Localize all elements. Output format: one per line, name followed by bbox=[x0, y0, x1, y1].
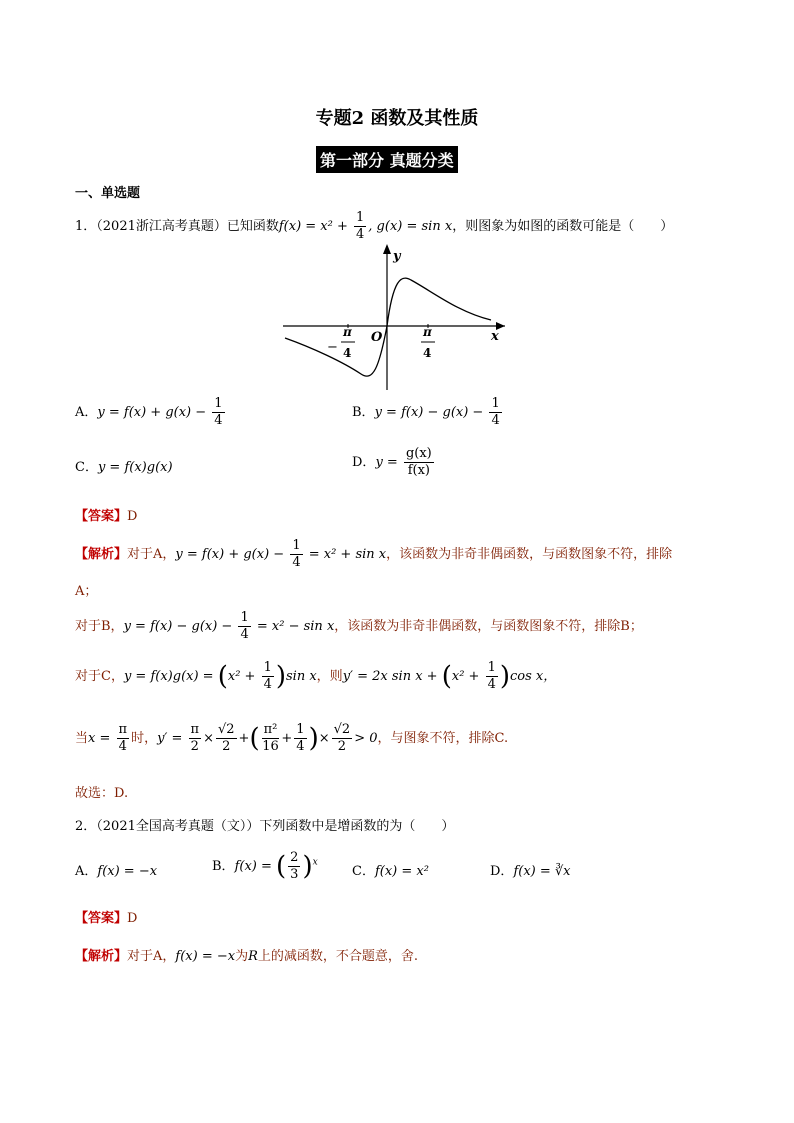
analysis-c-expr3: sin x bbox=[286, 669, 317, 684]
analysis-c-deriv: y′ = 2x sin x + bbox=[342, 669, 442, 684]
q2-option-b-frac-den: 3 bbox=[290, 867, 299, 882]
option-c-expr: y = f(x)g(x) bbox=[97, 460, 173, 475]
q2-analysis-tag: 【解析】 bbox=[75, 949, 128, 964]
analysis-c-expr: y = f(x)g(x) = bbox=[123, 669, 218, 684]
q1-analysis-d: 当x = $\frac{\pi}{4}$ 时，y′ = $\frac{\pi}{2}$ × $\frac{√2}{2}$ +( $\frac{\text{π²}}{16}$ + $\frac{1}{4}$ )× $\frac{√2}{2}$ > 0，与图象不符，排除C. bbox=[75, 722, 509, 754]
option-b-frac-den: 4 bbox=[491, 413, 500, 428]
option-b-frac-num: 1 bbox=[491, 396, 500, 411]
analysis-c-expr2: x² + bbox=[227, 669, 260, 684]
analysis-b-text: ，该函数为非奇非偶函数，与函数图象不符，排除B； bbox=[334, 619, 643, 634]
q1-func-def2: , g(x) = sin x bbox=[368, 219, 453, 234]
q1-analysis-c: 对于C，y = f(x)g(x) = (x² + $\frac{1}{4}$ )sin x，则y′ = 2x sin x + (x² + $\frac{1}{4}$ )cos x， bbox=[75, 660, 557, 692]
option-d-label: D． bbox=[352, 455, 376, 470]
x-label: x bbox=[491, 329, 499, 344]
analysis-d-2: 2 bbox=[190, 739, 199, 754]
q2-answer-value: D bbox=[127, 911, 138, 926]
function-graph bbox=[283, 240, 513, 395]
analysis-b-intro: 对于B， bbox=[75, 619, 124, 634]
q1-conclusion: 故选：D. bbox=[75, 786, 129, 801]
q1-prefix: 1．（2021浙江高考真题）已知函数 bbox=[75, 219, 279, 234]
analysis-a-intro: 对于A， bbox=[127, 547, 176, 562]
pos-tick-den: 4 bbox=[423, 346, 432, 360]
option-b-expr: y = f(x) − g(x) − bbox=[374, 405, 488, 420]
analysis-d-expr: y′ = bbox=[157, 731, 187, 746]
q2-option-b-expr: f(x) = bbox=[234, 859, 277, 874]
q2-option-b-frac-num: 2 bbox=[290, 850, 299, 865]
analysis-d-times: × bbox=[203, 731, 214, 746]
q1-frac-den: 4 bbox=[356, 227, 365, 242]
q2-analysis-intro: 对于A， bbox=[127, 949, 176, 964]
q2-analysis bbox=[75, 945, 418, 964]
analysis-d-intro: 当 bbox=[75, 731, 89, 746]
q2-option-c-expr: f(x) = x² bbox=[374, 864, 429, 879]
q2-option-b-label: B． bbox=[212, 859, 235, 874]
q2-option-b[interactable]: B．f(x) = ( $\frac{2}{3}$ )$^x$ bbox=[212, 850, 318, 882]
analysis-b-expr: y = f(x) − g(x) − bbox=[123, 619, 237, 634]
analysis-d-4: 4 bbox=[118, 739, 127, 754]
q2-answer-tag: 【答案】 bbox=[75, 911, 128, 926]
q1-frac-num: 1 bbox=[356, 210, 365, 225]
q1-option-b[interactable] bbox=[352, 396, 504, 429]
option-d-frac-num: g(x) bbox=[405, 446, 432, 461]
analysis-a-expr: y = f(x) + g(x) − bbox=[175, 547, 289, 562]
q1-analysis-b: 对于B，y = f(x) − g(x) − $\frac{1}{4}$ = x² − sin x，该函数为非奇非偶函数，与函数图象不符，排除B； bbox=[75, 610, 643, 642]
page-title: 专题2 函数及其性质 bbox=[315, 108, 479, 129]
q1-analysis-a-end: A； bbox=[75, 584, 98, 599]
option-a-label: A． bbox=[75, 405, 98, 420]
q2-option-d-expr: f(x) = ∛x bbox=[513, 864, 571, 879]
analysis-d-text: ，与图象不符，排除C. bbox=[377, 731, 509, 746]
analysis-d-pi: π bbox=[118, 722, 128, 737]
analysis-d-sqrt2: √2 bbox=[217, 722, 235, 737]
q2-option-b-exp: x bbox=[312, 857, 318, 868]
analysis-c-deriv3: cos x， bbox=[510, 669, 557, 684]
analysis-c-deriv2: x² + bbox=[451, 669, 484, 684]
option-d-expr: y = bbox=[375, 455, 402, 470]
neg-tick-sign: − bbox=[327, 340, 338, 355]
q1-func-def: f(x) = x² + bbox=[278, 219, 353, 234]
q2-analysis-r: R bbox=[248, 949, 258, 964]
option-d-frac-den: f(x) bbox=[407, 463, 430, 478]
analysis-d-pi2: π bbox=[190, 722, 200, 737]
q2-option-a-label: A． bbox=[75, 864, 98, 879]
analysis-d-x: x = bbox=[88, 731, 115, 746]
analysis-d-gt: > 0 bbox=[354, 731, 378, 746]
analysis-d-pisq: π² bbox=[263, 722, 278, 737]
analysis-d-plus: + bbox=[238, 731, 250, 746]
q2-answer bbox=[75, 907, 137, 926]
origin-label: O bbox=[371, 330, 383, 345]
q2-option-c-label: C． bbox=[352, 864, 375, 879]
option-a-frac-num: 1 bbox=[214, 396, 223, 411]
section-heading: 一、单选题 bbox=[75, 186, 141, 201]
q2-option-c[interactable] bbox=[352, 860, 429, 879]
analysis-c-text: ，则 bbox=[316, 669, 343, 684]
q1-option-a[interactable] bbox=[75, 396, 227, 429]
analysis-d-1: 1 bbox=[296, 722, 305, 737]
analysis-d-16: 16 bbox=[262, 739, 279, 754]
question-2: 2．（2021全国高考真题（文））下列函数中是增函数的为（ ） bbox=[75, 819, 455, 834]
answer-tag: 【答案】 bbox=[75, 509, 128, 524]
question-1 bbox=[75, 210, 673, 243]
part-label: 第一部分 真题分类 bbox=[316, 146, 458, 173]
analysis-tag: 【解析】 bbox=[75, 547, 128, 562]
y-label: y bbox=[393, 249, 401, 264]
pos-tick-num: π bbox=[423, 325, 432, 339]
q2-option-a-expr: f(x) = −x bbox=[97, 864, 158, 879]
q2-option-d-label: D． bbox=[490, 864, 514, 879]
analysis-c-intro: 对于C， bbox=[75, 669, 124, 684]
q2-option-a[interactable] bbox=[75, 860, 157, 879]
option-a-frac-den: 4 bbox=[214, 413, 223, 428]
q2-option-d[interactable] bbox=[490, 860, 571, 879]
q1-option-d[interactable] bbox=[352, 446, 436, 479]
neg-tick-num: π bbox=[343, 325, 352, 339]
curve bbox=[285, 278, 491, 376]
q1-analysis-a: 【解析】对于A，y = f(x) + g(x) − $\frac{1}{4}$ = x² + sin x，该函数为非奇非偶函数，与函数图象不符，排除 bbox=[75, 538, 673, 570]
option-c-label: C． bbox=[75, 460, 98, 475]
analysis-b-expr2: = x² − sin x bbox=[252, 619, 335, 634]
neg-tick-den: 4 bbox=[343, 346, 352, 360]
option-b-label: B． bbox=[352, 405, 375, 420]
q2-analysis-expr: f(x) = −x bbox=[175, 949, 236, 964]
analysis-a-expr2: = x² + sin x bbox=[304, 547, 387, 562]
answer-value: D bbox=[127, 509, 138, 524]
analysis-a-text: ，该函数为非奇非偶函数，与函数图象不符，排除 bbox=[386, 547, 673, 562]
q2-analysis-text2: 上的减函数，不合题意，舍. bbox=[257, 949, 419, 964]
q1-answer bbox=[75, 505, 137, 524]
y-axis-arrow bbox=[383, 244, 391, 254]
analysis-d-when: 时， bbox=[131, 731, 158, 746]
q1-option-c[interactable] bbox=[75, 456, 173, 475]
q2-analysis-text: 为 bbox=[235, 949, 249, 964]
q1-suffix: ，则图象为如图的函数可能是（ ） bbox=[452, 219, 674, 234]
option-a-expr: y = f(x) + g(x) − bbox=[97, 405, 211, 420]
